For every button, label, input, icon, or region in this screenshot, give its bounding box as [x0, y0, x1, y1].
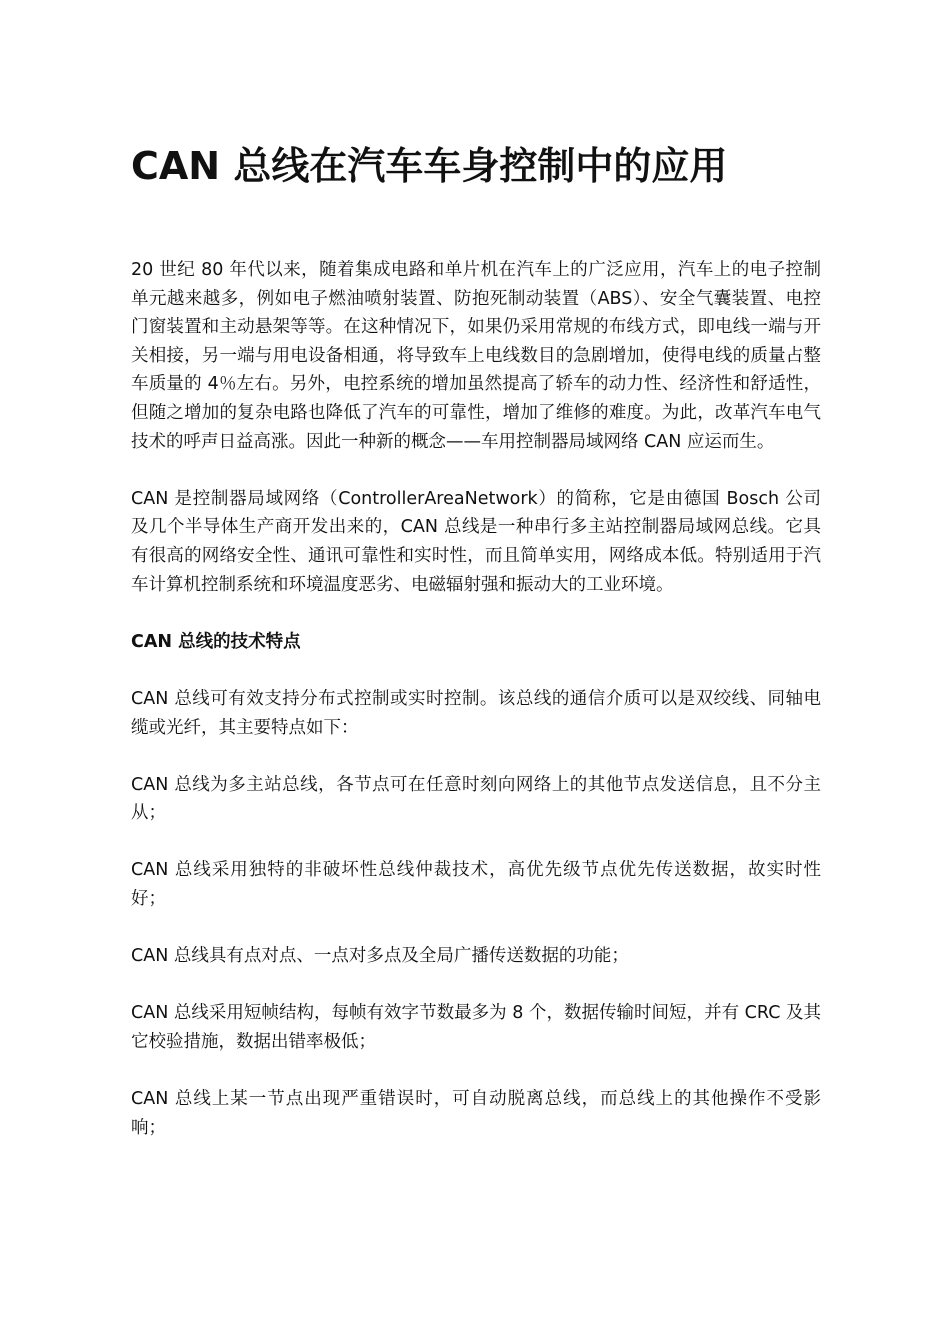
section-heading: CAN 总线的技术特点 — [131, 631, 301, 652]
intro-paragraph: 20 世纪 80 年代以来，随着集成电路和单片机在汽车上的广泛应用，汽车上的电子控制单元越来越多，例如电子燃油喷射装置、防抱死制动装置（ABS）、安全气囊装置、电控门窗装置和主动悬架等等。在这种情况下，如果仍采用常规的布线方式，即电线一端与开关相接，另一端与用电设备相通，将导致车上电线数目的急剧增加，使得电线的质量占整车质量的 4％左右。另外，电控系统的增加虽然提高了轿车的动力性、经济性和舒适性，但随之增加的复杂电路也降低了汽车的可靠性，增加了维修的难度。为此，改革汽车电气技术的呼声日益高涨。因此一种新的概念——车用控制器局域网络 CAN 应运而生。 — [131, 260, 821, 452]
features-intro-paragraph: CAN 总线可有效支持分布式控制或实时控制。该总线的通信介质可以是双绞线、同轴电缆或光纤，其主要特点如下： — [131, 688, 821, 738]
feature-item: CAN 总线上某一节点出现严重错误时，可自动脱离总线，而总线上的其他操作不受影响； — [131, 1089, 821, 1138]
document-body — [131, 256, 821, 1171]
feature-item: CAN 总线具有点对点、一点对多点及全局广播传送数据的功能； — [131, 946, 629, 967]
document-title: CAN 总线在汽车车身控制中的应用 — [131, 144, 728, 188]
feature-item: CAN 总线采用短帧结构，每帧有效字节数最多为 8 个，数据传输时间短，并有 CRC 及其它校验措施，数据出错率极低； — [131, 1003, 821, 1053]
can-definition-paragraph: CAN 是控制器局域网络（ControllerAreaNetwork）的简称，它是由德国 Bosch 公司及几个半导体生产商开发出来的，CAN 总线是一种串行多主站控制器局域网总线。它具有很高的网络安全性、通讯可靠性和实时性，而且简单实用，网络成本低。特别适用于汽车计算机控制系统和环境温度恶劣、电磁辐射强和振动大的工业环境。 — [131, 488, 821, 595]
feature-item: CAN 总线为多主站总线，各节点可在任意时刻向网络上的其他节点发送信息，且不分主从； — [131, 774, 821, 824]
feature-item: CAN 总线采用独特的非破坏性总线仲裁技术，高优先级节点优先传送数据，故实时性好； — [131, 860, 821, 910]
